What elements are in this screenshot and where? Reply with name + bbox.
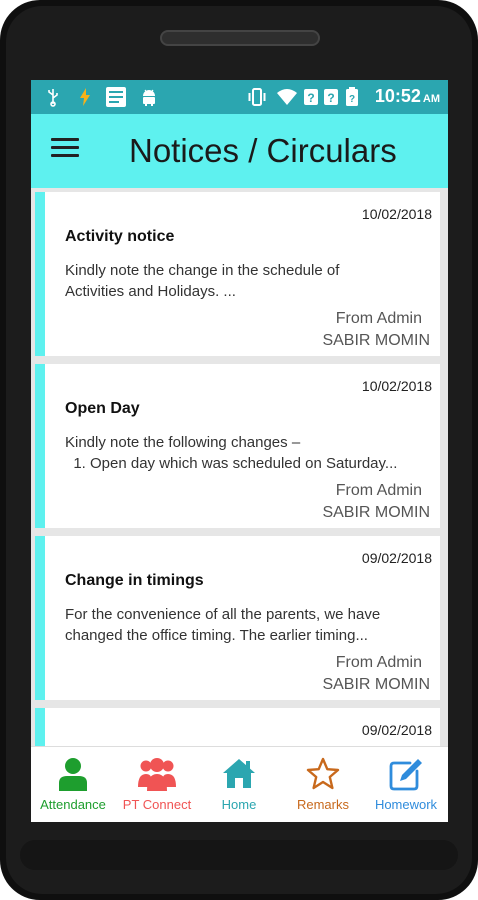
hamburger-menu-icon[interactable] — [51, 138, 79, 162]
notice-from: From Admin — [335, 482, 422, 499]
notice-from: From Admin — [335, 654, 422, 671]
wifi-icon — [277, 87, 297, 107]
signal-icon — [323, 87, 343, 107]
notice-title: Open Day — [65, 400, 140, 417]
nav-attendance[interactable] — [31, 747, 115, 822]
nav-label: Attendance — [40, 797, 106, 812]
app-toolbar — [31, 114, 448, 188]
notice-sender: SABIR MOMIN — [322, 332, 430, 349]
app-screen — [31, 80, 448, 822]
nav-label: Homework — [374, 797, 438, 812]
bottom-navigation — [31, 746, 448, 822]
nav-homework[interactable] — [364, 747, 448, 822]
notice-excerpt-line: changed the office timing. The earlier timing... — [65, 627, 368, 644]
nav-remarks[interactable] — [281, 747, 365, 822]
notice-excerpt-line: Kindly note the change in the schedule of — [65, 262, 340, 279]
notice-excerpt-line: For the convenience of all the parents, we have — [65, 606, 381, 623]
notice-excerpt-line: Kindly note the following changes – — [65, 434, 301, 451]
notice-excerpt — [65, 432, 430, 474]
notice-sender: SABIR MOMIN — [322, 676, 430, 693]
notice-excerpt-line: Activities and Holidays. ... — [65, 283, 236, 300]
svg-text:?: ? — [307, 91, 315, 105]
notice-excerpt — [65, 604, 430, 646]
status-bar — [31, 80, 448, 114]
status-time: 10:52 AM — [374, 86, 440, 106]
page-title: Notices / Circulars — [129, 132, 397, 169]
unknown-sources-icon — [105, 86, 127, 108]
battery-icon — [345, 87, 365, 107]
usb-icon — [43, 87, 63, 107]
nav-label: Remarks — [296, 797, 349, 812]
notice-date: 09/02/2018 — [361, 722, 432, 738]
nav-label: PT Connect — [122, 797, 192, 812]
phone-chin — [20, 840, 458, 870]
notice-card[interactable] — [35, 192, 440, 356]
group-icon — [137, 757, 177, 791]
notice-card[interactable] — [35, 536, 440, 700]
nav-label: Home — [221, 797, 257, 812]
notice-card[interactable] — [35, 708, 440, 746]
notice-excerpt-line: 1. Open day which was scheduled on Saturday... — [65, 455, 398, 472]
notice-date: 09/02/2018 — [361, 550, 432, 566]
nav-pt-connect[interactable] — [115, 747, 199, 822]
notice-sender: SABIR MOMIN — [322, 504, 430, 521]
star-icon — [306, 757, 340, 791]
signal-icon — [303, 87, 323, 107]
notice-from: From Admin — [335, 310, 422, 327]
notice-card[interactable] — [35, 364, 440, 528]
vibrate-icon — [247, 87, 267, 107]
notice-date: 10/02/2018 — [361, 206, 432, 222]
android-icon — [139, 87, 159, 107]
svg-text:?: ? — [348, 94, 356, 105]
notice-list[interactable] — [31, 188, 448, 746]
edit-icon — [388, 757, 424, 791]
notice-excerpt — [65, 260, 430, 302]
charging-icon — [75, 87, 95, 107]
notice-title: Change in timings — [65, 572, 204, 589]
phone-speaker — [160, 30, 320, 46]
home-icon — [222, 757, 256, 789]
person-icon — [57, 757, 89, 791]
notice-title: Activity notice — [65, 228, 175, 245]
nav-home[interactable] — [197, 747, 281, 822]
svg-text:?: ? — [327, 91, 335, 105]
notice-date: 10/02/2018 — [361, 378, 432, 394]
